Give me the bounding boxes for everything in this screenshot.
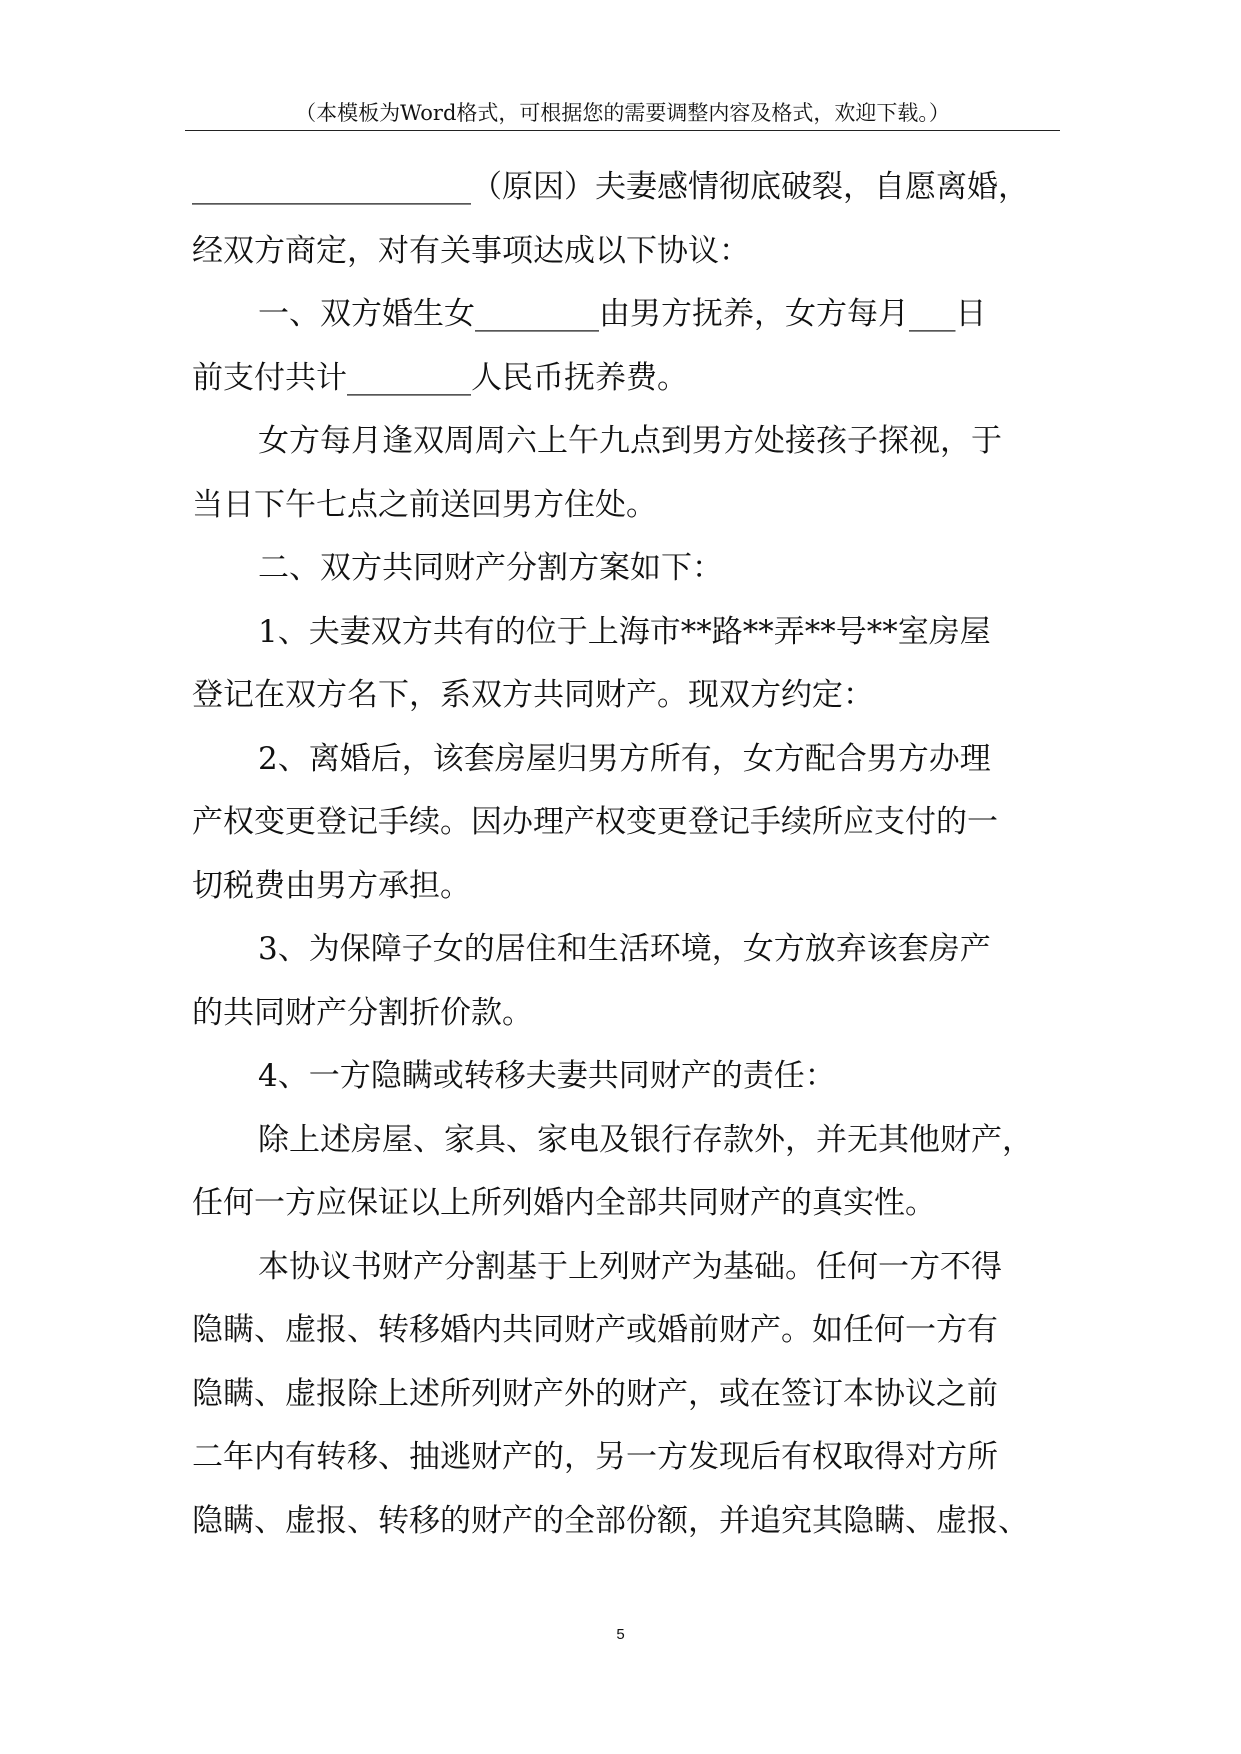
header-divider — [185, 130, 1060, 131]
body-line: 任何一方应保证以上所列婚内全部共同财产的真实性。 — [192, 1185, 936, 1221]
body-line: 切税费由男方承担。 — [192, 867, 471, 904]
body-line: 当日下午七点之前送回男方住处。 — [192, 486, 657, 523]
body-line: 二年内有转移、抽逃财产的，另一方发现后有权取得对方所 — [192, 1439, 998, 1475]
body-line: 的共同财产分割折价款。 — [192, 994, 533, 1031]
body-line: 前支付共计________人民币抚养费。 — [192, 359, 688, 396]
document-body — [192, 156, 1060, 1553]
body-line: 1、夫妻双方共有的位于上海市**路**弄**号**室房屋 — [258, 613, 991, 650]
body-line: 产权变更登记手续。因办理产权变更登记手续所应支付的一 — [192, 804, 998, 840]
page-number: 5 — [616, 1626, 625, 1643]
body-line: 隐瞒、虚报除上述所列财产外的财产，或在签订本协议之前 — [192, 1375, 998, 1412]
body-line: 经双方商定，对有关事项达成以下协议： — [192, 232, 750, 269]
body-line: 2、离婚后，该套房屋归男方所有，女方配合男方办理 — [258, 740, 991, 777]
body-line: 隐瞒、虚报、转移的财产的全部份额，并追究其隐瞒、虚报、 — [192, 1502, 1029, 1539]
body-line: 3、为保障子女的居住和生活环境，女方放弃该套房产 — [258, 931, 991, 967]
body-line: 4、一方隐瞒或转移夫妻共同财产的责任： — [258, 1058, 836, 1094]
body-line: __________________（原因）夫妻感情彻底破裂，自愿离婚， — [192, 169, 1029, 205]
body-line: 一、双方婚生女________由男方抚养，女方每月___日 — [258, 296, 987, 332]
body-line: 隐瞒、虚报、转移婚内共同财产或婚前财产。如任何一方有 — [192, 1312, 998, 1348]
body-line: 登记在双方名下，系双方共同财产。现双方约定： — [192, 677, 874, 713]
body-line: 本协议书财产分割基于上列财产为基础。任何一方不得 — [258, 1248, 1002, 1285]
body-line: 二、双方共同财产分割方案如下： — [258, 550, 723, 586]
template-notice: （本模板为Word格式，可根据您的需要调整内容及格式，欢迎下载。） — [295, 101, 950, 125]
body-line: 女方每月逢双周周六上午九点到男方处接孩子探视，于 — [258, 423, 1002, 459]
body-line: 除上述房屋、家具、家电及银行存款外，并无其他财产， — [258, 1121, 1033, 1158]
